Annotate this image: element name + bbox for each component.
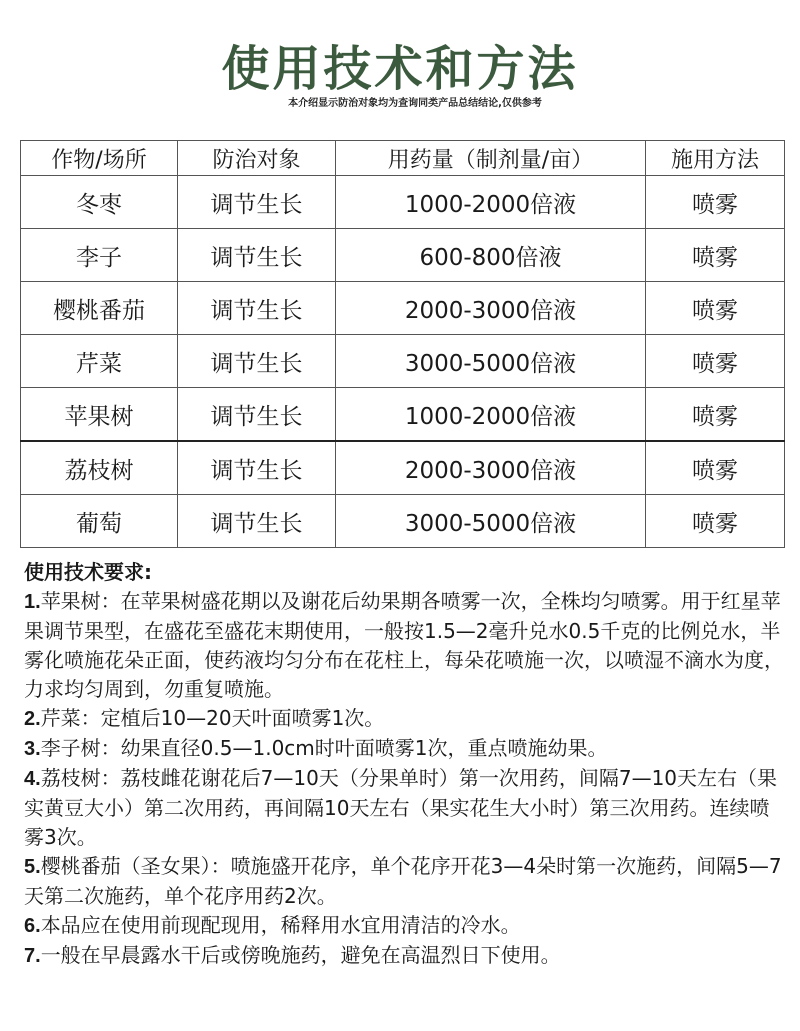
requirement-text: 一般在早晨露水干后或傍晚施药，避免在高温烈日下使用。 [40, 943, 561, 967]
page-subtitle: 本介绍显示防治对象均为查询同类产品总结结论,仅供参考 [288, 98, 542, 109]
cell-dosage: 2000-3000倍液 [336, 282, 646, 335]
table-row [21, 229, 785, 282]
requirement-item [24, 734, 784, 764]
usage-table [20, 140, 785, 548]
requirement-item [24, 911, 784, 941]
cell-method: 喷雾 [646, 388, 785, 442]
cell-crop: 苹果树 [21, 388, 178, 442]
header-target: 防治对象 [178, 141, 336, 176]
requirements-heading: 使用技术要求: [24, 560, 152, 584]
cell-method: 喷雾 [646, 282, 785, 335]
cell-method: 喷雾 [646, 441, 785, 495]
cell-dosage: 3000-5000倍液 [336, 335, 646, 388]
cell-crop: 李子 [21, 229, 178, 282]
requirement-text: 苹果树：在苹果树盛花期以及谢花后幼果期各喷雾一次，全株均匀喷雾。用于红星苹果调节果型，在盛花至盛花末期使用，一般按1.5—2毫升兑水0.5千克的比例兑水，半雾化喷施花朵正面，使药液均匀分布在花柱上，每朵花喷施一次，以喷湿不滴水为度，力求均匀周到，勿重复喷施。 [24, 589, 784, 701]
requirement-text: 樱桃番茄（圣女果）：喷施盛开花序，单个花序开花3—4朵时第一次施药，间隔5—7天第二次施药，单个花序用药2次。 [24, 854, 782, 908]
table-row [21, 176, 785, 229]
cell-target: 调节生长 [178, 495, 336, 548]
cell-crop: 芹菜 [21, 335, 178, 388]
cell-method: 喷雾 [646, 229, 785, 282]
cell-target: 调节生长 [178, 388, 336, 442]
requirements-section [24, 558, 784, 971]
table-header-row [21, 141, 785, 176]
requirement-number: 2. [24, 708, 41, 730]
requirement-number: 6. [24, 915, 41, 937]
cell-crop: 樱桃番茄 [21, 282, 178, 335]
cell-target: 调节生长 [178, 176, 336, 229]
requirement-number: 1. [24, 591, 41, 613]
table-row [21, 282, 785, 335]
header-dosage: 用药量（制剂量/亩） [336, 141, 646, 176]
requirement-number: 5. [24, 856, 41, 878]
cell-dosage: 2000-3000倍液 [336, 441, 646, 495]
requirement-item [24, 852, 784, 911]
cell-dosage: 1000-2000倍液 [336, 176, 646, 229]
cell-dosage: 1000-2000倍液 [336, 388, 646, 442]
requirement-item [24, 764, 784, 852]
requirement-item [24, 587, 784, 704]
requirement-number: 3. [24, 738, 41, 760]
header-method: 施用方法 [646, 141, 785, 176]
cell-method: 喷雾 [646, 335, 785, 388]
requirement-number: 7. [24, 945, 41, 967]
cell-target: 调节生长 [178, 335, 336, 388]
cell-dosage: 600-800倍液 [336, 229, 646, 282]
cell-crop: 冬枣 [21, 176, 178, 229]
requirement-text: 本品应在使用前现配现用，稀释用水宜用清洁的冷水。 [40, 913, 521, 937]
cell-method: 喷雾 [646, 495, 785, 548]
requirement-text: 荔枝树：荔枝雌花谢花后7—10天（分果单时）第一次用药，间隔7—10天左右（果实黄豆大小）第二次用药，再间隔10天左右（果实花生大小时）第三次用药。连续喷雾3次。 [24, 766, 778, 849]
cell-target: 调节生长 [178, 441, 336, 495]
cell-crop: 葡萄 [21, 495, 178, 548]
requirement-item [24, 704, 784, 734]
cell-method: 喷雾 [646, 176, 785, 229]
table-row [21, 388, 785, 442]
cell-dosage: 3000-5000倍液 [336, 495, 646, 548]
requirement-item [24, 941, 784, 971]
requirement-text: 李子树：幼果直径0.5—1.0cm时叶面喷雾1次，重点喷施幼果。 [40, 736, 608, 760]
requirement-text: 芹菜：定植后10—20天叶面喷雾1次。 [40, 706, 385, 730]
cell-target: 调节生长 [178, 282, 336, 335]
header-crop: 作物/场所 [21, 141, 178, 176]
page-title: 使用技术和方法 [221, 41, 579, 97]
requirement-number: 4. [24, 768, 41, 790]
cell-crop: 荔枝树 [21, 441, 178, 495]
table-row [21, 495, 785, 548]
cell-target: 调节生长 [178, 229, 336, 282]
table-row [21, 441, 785, 495]
table-row [21, 335, 785, 388]
